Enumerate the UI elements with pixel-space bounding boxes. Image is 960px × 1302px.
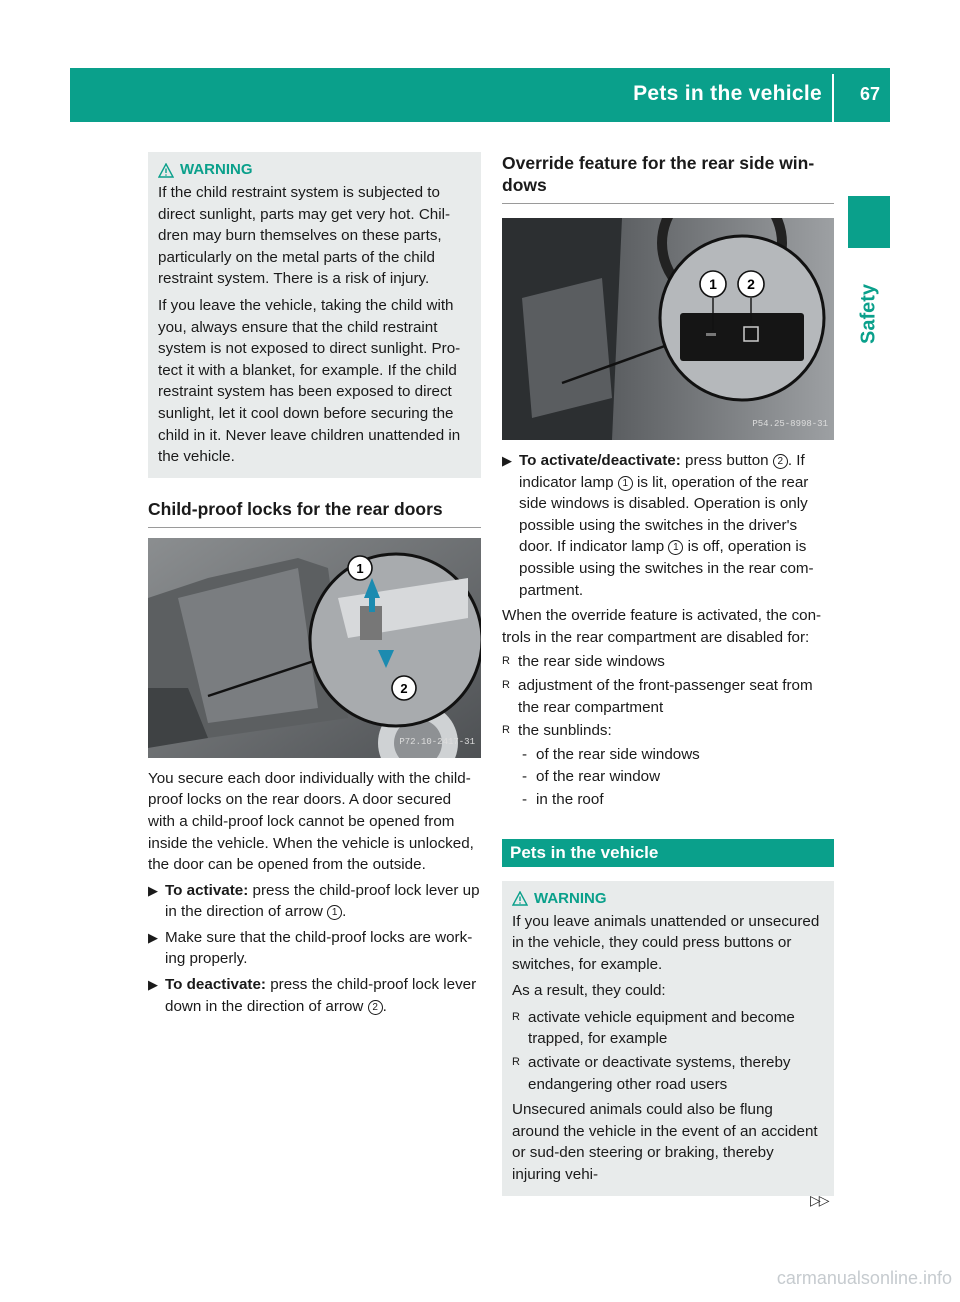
footer-watermark: carmanualsonline.info <box>776 1268 952 1288</box>
warning-label: WARNING <box>180 161 253 179</box>
step-override <box>502 450 834 601</box>
arrow-number: 2 <box>368 1000 383 1015</box>
step-check <box>148 927 481 970</box>
child-lock-illustration <box>148 538 481 758</box>
override-switch-illustration <box>502 218 834 440</box>
bullet-icon: R <box>512 1056 520 1069</box>
step-text: press the child-proof lock lever down in the direction of arrow <box>165 976 477 1015</box>
warning-paragraph: If the child restraint system is subjected to direct sunlight, parts may get very hot. Chil-dren may burn themselves on these parts, particularly on the metal parts of the child restraint system. There is a risk of injury. <box>158 184 451 288</box>
warning-triangle-icon <box>158 163 174 178</box>
step-text: Make sure that the child-proof locks are work-ing properly. <box>165 928 473 968</box>
warning-paragraph: Unsecured animals could also be flung around the vehicle in the event of an accident or sud-den steering or braking, thereby injuring vehi- <box>512 1101 818 1184</box>
sub-item-text: of the rear side windows <box>536 745 700 763</box>
svg-text:1: 1 <box>356 560 364 576</box>
page-number: 67 <box>859 84 880 104</box>
warning-heading <box>512 887 824 911</box>
step-text: is off, operation is possible using the switches in the rear com-partment. <box>519 538 814 599</box>
bullet-text: activate or deactivate systems, thereby endangering other road users <box>528 1054 791 1093</box>
sub-item-text: in the roof <box>536 790 604 808</box>
dash-icon: - <box>522 745 528 763</box>
left-column <box>148 152 481 1017</box>
continue-arrows-icon: ▷▷ <box>810 1192 828 1208</box>
bullet-icon: R <box>502 655 510 668</box>
warning-box <box>148 152 481 478</box>
warning-triangle-icon <box>512 891 528 906</box>
side-tab <box>848 196 890 346</box>
bullet-text: activate vehicle equipment and become trapped, for example <box>528 1008 795 1048</box>
right-column <box>502 152 834 1196</box>
svg-text:1: 1 <box>709 276 717 292</box>
warning-label: WARNING <box>534 889 607 907</box>
bullet-icon: R <box>502 678 510 691</box>
dash-icon: - <box>522 768 528 786</box>
step-end: . <box>342 903 347 921</box>
list-item <box>502 720 834 742</box>
step-deactivate <box>148 974 481 1017</box>
step-bold: To activate/deactivate: <box>519 452 681 469</box>
section-title-child-locks: Child-proof locks for the rear doors <box>148 498 481 528</box>
header-divider <box>832 74 834 122</box>
step-arrow-icon: ▶ <box>148 882 158 898</box>
svg-text:2: 2 <box>747 276 755 292</box>
step-activate <box>148 880 481 923</box>
sub-item-text: of the rear window <box>536 768 661 786</box>
bullet-icon: R <box>502 724 510 737</box>
sub-list-item <box>502 789 834 811</box>
section-title-pets: Pets in the vehicle <box>502 839 834 867</box>
step-bold: To activate: <box>165 881 249 899</box>
bullet-icon: R <box>512 1010 520 1023</box>
override-figure <box>502 218 834 440</box>
override-text: When the override feature is activated, the con-trols in the rear compartment are disabled for: <box>502 607 822 646</box>
page-header <box>70 68 890 122</box>
figure-code: P72.10-2417-31 <box>399 737 475 748</box>
step-end: . <box>382 997 387 1015</box>
step-text: is lit, operation of the rear side windows is disabled. Operation is only possible using the switches in the driver's door. If indicator lamp <box>519 473 809 556</box>
step-arrow-icon: ▶ <box>502 453 512 468</box>
section-title-override: Override feature for the rear side win-dows <box>502 152 834 204</box>
child-lock-intro: You secure each door individually with the child-proof locks on the rear doors. A door secured with a child-proof lock cannot be opened from inside the vehicle. When the vehicle is unlocked, the door can be opened from the outside. <box>148 769 474 874</box>
sub-list-item <box>502 766 834 788</box>
step-arrow-icon: ▶ <box>148 929 158 945</box>
step-arrow-icon: ▶ <box>148 977 158 993</box>
step-bold: To deactivate: <box>165 976 266 994</box>
child-lock-figure <box>148 538 481 758</box>
list-item <box>512 1007 824 1050</box>
button-number: 2 <box>773 454 788 469</box>
svg-text:2: 2 <box>400 680 408 696</box>
step-text: . If indicator lamp <box>519 452 805 491</box>
pets-warning-box <box>502 881 834 1196</box>
side-tab-label: Safety <box>857 283 880 345</box>
bullet-text: the rear side windows <box>518 653 665 671</box>
bullet-text: the sunblinds: <box>518 722 612 740</box>
warning-paragraph: If you leave animals unattended or unsecured in the vehicle, they could press buttons or switches, for example. <box>512 912 820 973</box>
arrow-number: 1 <box>327 905 342 920</box>
bullet-text: adjustment of the front-passenger seat from the rear compartment <box>518 676 813 716</box>
lamp-number: 1 <box>618 476 633 491</box>
dash-icon: - <box>522 790 528 808</box>
warning-paragraph: If you leave the vehicle, taking the child with you, always ensure that the child restraint system is not exposed to direct sunlight. Pro-tect it with a blanket, for example. If the child restraint system has been exposed to direct sunlight, let it cool down before securing the child in it. Never leave children unattended in the vehicle. <box>158 296 461 466</box>
sub-list-item <box>502 744 834 766</box>
list-item <box>512 1052 824 1095</box>
step-text: press the child-proof lock lever up in the direction of arrow <box>165 881 480 921</box>
figure-code: P54.25-8998-31 <box>752 419 828 430</box>
warning-heading <box>158 158 471 182</box>
header-title: Pets in the vehicle <box>633 82 822 105</box>
warning-paragraph: As a result, they could: <box>512 982 666 1000</box>
step-text: press button <box>680 452 773 469</box>
list-item <box>502 651 834 673</box>
lamp-number: 1 <box>668 540 683 555</box>
list-item <box>502 675 834 718</box>
